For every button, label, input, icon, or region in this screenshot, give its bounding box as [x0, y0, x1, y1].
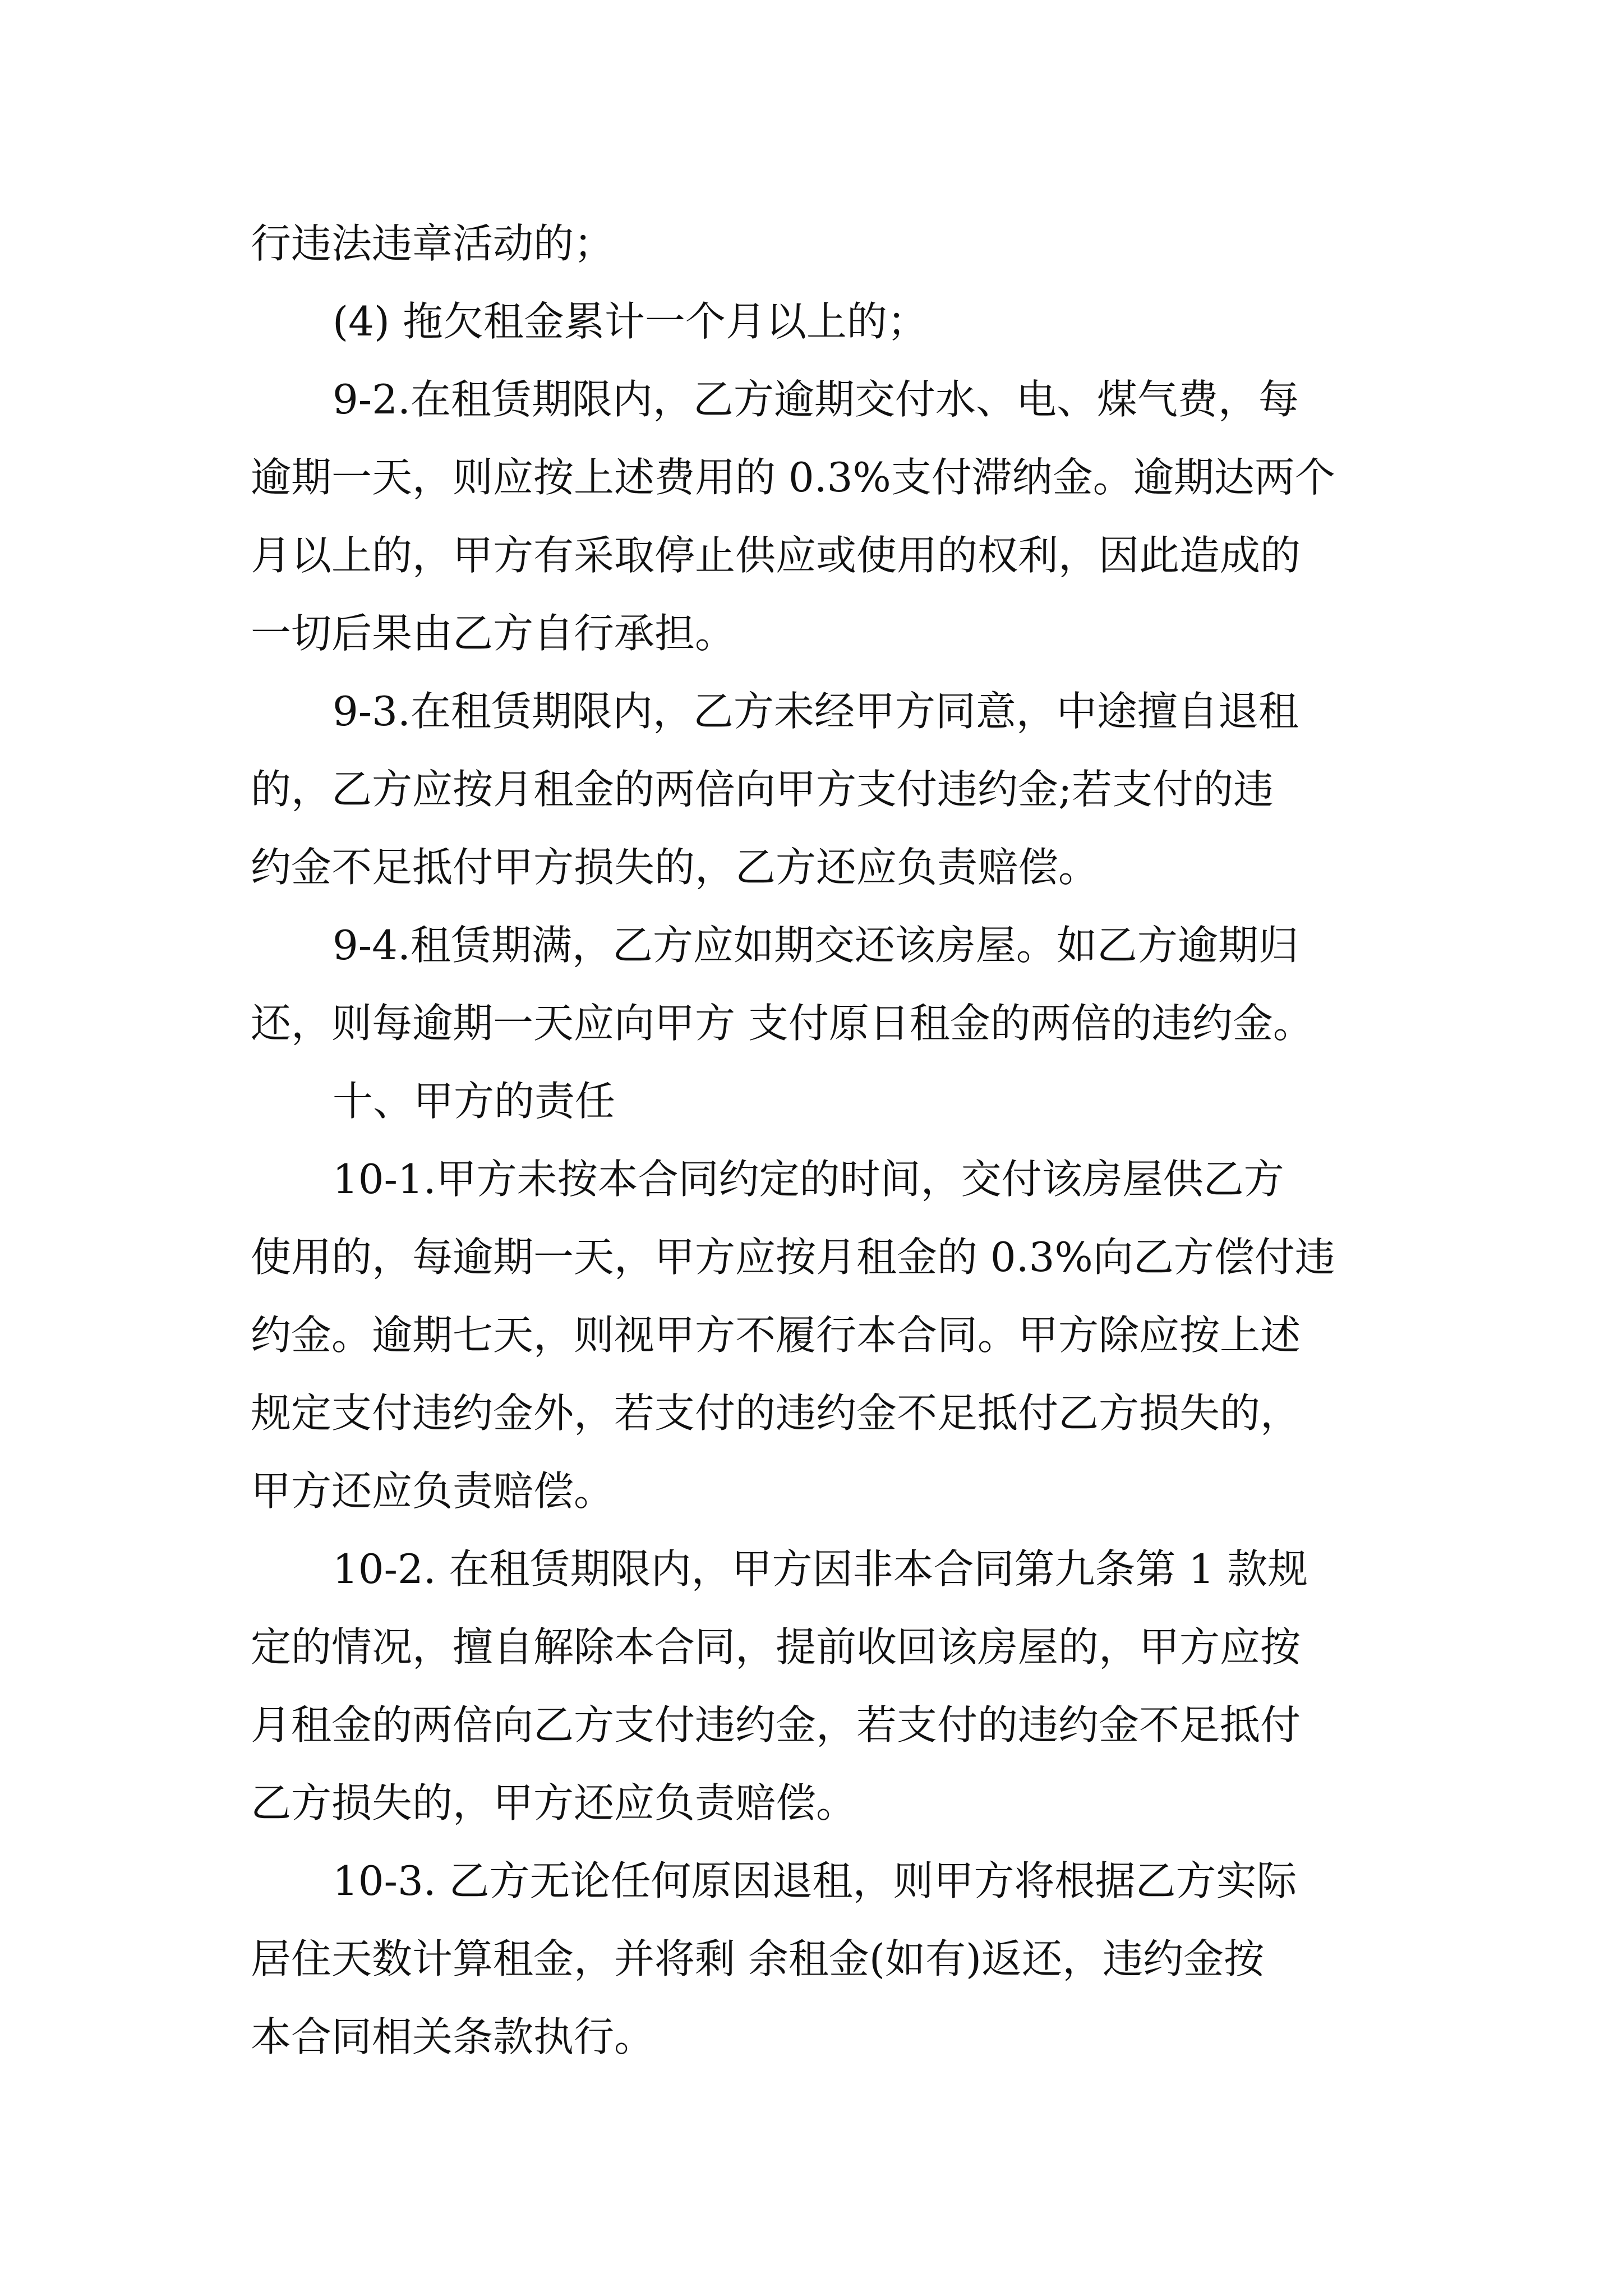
text-line: 约金。逾期七天，则视甲方不履行本合同。甲方除应按上述: [251, 1312, 1301, 1359]
text-line: 10-2. 在租赁期限内，甲方因非本合同第九条第 1 款规: [333, 1545, 1308, 1593]
text-line: 居住天数计算租金，并将剩 余租金(如有)返还，违约金按: [251, 1935, 1265, 1982]
text-line: 9-4.租赁期满，乙方应如期交还该房屋。如乙方逾期归: [333, 922, 1299, 969]
text-line: 乙方损失的，甲方还应负责赔偿。: [251, 1779, 857, 1826]
text-line: (4) 拖欠租金累计一个月以上的；: [333, 298, 928, 345]
text-line: 规定支付违约金外，若支付的违约金不足抵付乙方损失的，: [251, 1389, 1301, 1437]
text-line: 十、甲方的责任: [333, 1078, 616, 1125]
text-line: 约金不足抵付甲方损失的，乙方还应负责赔偿。: [251, 844, 1099, 891]
text-line: 使用的，每逾期一天，甲方应按月租金的 0.3%向乙方偿付违: [251, 1234, 1335, 1281]
text-line: 9-3.在租赁期限内，乙方未经甲方同意，中途擅自退租: [333, 688, 1299, 735]
text-line: 甲方还应负责赔偿。: [251, 1467, 615, 1515]
text-line: 月租金的两倍向乙方支付违约金，若支付的违约金不足抵付: [251, 1701, 1301, 1749]
text-line: 还，则每逾期一天应向甲方 支付原日租金的两倍的违约金。: [251, 1000, 1313, 1047]
text-line: 月以上的，甲方有采取停止供应或使用的权利，因此造成的: [251, 532, 1301, 579]
document-body: [251, 205, 1389, 2076]
text-line: 行违法违章活动的；: [251, 220, 615, 267]
text-line: 9-2.在租赁期限内，乙方逾期交付水、电、煤气费，每: [333, 376, 1299, 423]
text-line: 10-3. 乙方无论任何原因退租，则甲方将根据乙方实际: [333, 1857, 1297, 1904]
text-line: 定的情况，擅自解除本合同，提前收回该房屋的，甲方应按: [251, 1623, 1301, 1671]
text-line: 一切后果由乙方自行承担。: [251, 610, 736, 657]
text-line: 10-1.甲方未按本合同约定的时间，交付该房屋供乙方: [333, 1156, 1284, 1203]
text-line: 的，乙方应按月租金的两倍向甲方支付违约金;若支付的违: [251, 766, 1274, 813]
text-line: 逾期一天，则应按上述费用的 0.3%支付滞纳金。逾期达两个: [251, 454, 1335, 501]
text-line: 本合同相关条款执行。: [251, 2013, 655, 2060]
